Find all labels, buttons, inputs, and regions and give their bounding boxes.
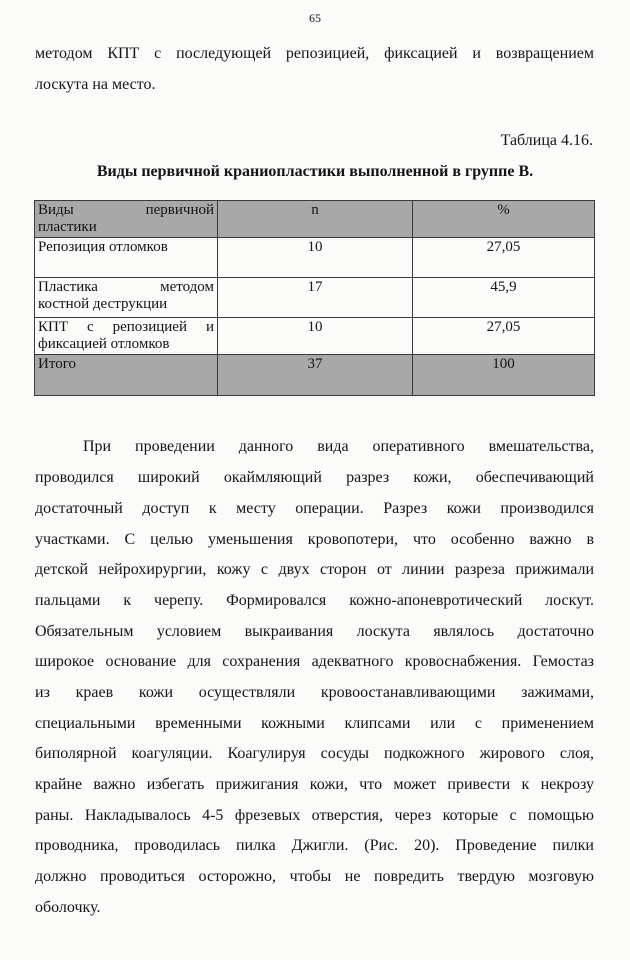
row-type-cell (35, 278, 218, 318)
row-type-line2: фиксацией отломков (38, 336, 170, 352)
body-line: детской нейрохирургии, кожу с двух сторон от линии разреза прижимали (35, 561, 594, 578)
table-total-row (35, 355, 595, 396)
body-line: Обязательным условием выкраивания лоскута являлось достаточно (35, 623, 594, 640)
body-line: широкое основание для сохранения адекватного кровоснабжения. Гемостаз (35, 653, 594, 670)
total-label-cell (35, 355, 218, 396)
body-line: специальными временными кожными клипсами или с применением (35, 715, 594, 732)
row-type-line2: костной деструкции (38, 296, 168, 312)
total-label: Итого (38, 356, 76, 372)
header-type-line2: пластики (38, 219, 97, 235)
row-pct: 45,9 (490, 279, 517, 295)
body-line: раны. Накладывалось 4-5 фрезевых отверстия, через которые с помощью (35, 807, 594, 824)
row-n: 10 (307, 239, 323, 255)
body-line: проводился широкий окаймляющий разрез кожи, обеспечивающий (35, 469, 594, 486)
row-pct-cell (413, 278, 595, 318)
header-n-cell (218, 201, 413, 238)
total-pct-cell (413, 355, 595, 396)
total-n-cell (218, 355, 413, 396)
intro-line-2: лоскута на место. (35, 76, 156, 93)
row-n: 17 (307, 279, 323, 295)
row-pct-cell (413, 318, 595, 355)
header-n: n (311, 202, 319, 218)
header-pct: % (497, 202, 510, 218)
table-row (35, 318, 595, 355)
body-line: достаточный доступ к месту операции. Разрез кожи производился (35, 500, 594, 517)
table-title: Виды первичной краниопластики выполненной в группе В. (96, 163, 534, 180)
body-line: биполярной коагуляции. Коагулируя сосуды подкожного жирового слоя, (35, 745, 594, 762)
body-line: пальцами к черепу. Формировался кожно-апоневротический лоскут. (35, 592, 594, 609)
row-n-cell (218, 318, 413, 355)
row-n-cell (218, 238, 413, 278)
table-row (35, 238, 595, 278)
total-n: 37 (307, 356, 323, 372)
body-line: проводника, проводилась пилка Джигли. (Рис. 20). Проведение пилки (35, 837, 594, 854)
table-header-row (35, 201, 595, 238)
body-line: крайне важно избегать прижигания кожи, что может привести к некрозу (35, 776, 594, 793)
row-type-cell (35, 238, 218, 278)
header-type-line1: Виды первичной (38, 202, 214, 218)
row-pct-cell (413, 238, 595, 278)
table-row (35, 278, 595, 318)
row-pct: 27,05 (486, 239, 521, 255)
page-number: 65 (309, 11, 321, 25)
body-line: должно проводиться осторожно, чтобы не повредить твердую мозговую (35, 868, 594, 885)
body-line: из краев кожи осуществляли кровоостанавливающими зажимами, (35, 684, 594, 701)
row-type-line1: КПТ с репозицией и (38, 319, 214, 335)
intro-line-1: методом КПТ с последующей репозицией, фиксацией и возвращением (35, 45, 594, 62)
row-n-cell (218, 278, 413, 318)
body-line: оболочку. (35, 899, 101, 916)
row-type-cell (35, 318, 218, 355)
row-type-line1: Пластика методом (38, 279, 214, 295)
row-pct: 27,05 (486, 319, 521, 335)
primary-cranioplasty-table (34, 200, 595, 396)
total-pct: 100 (492, 356, 515, 372)
body-line: При проведении данного вида оперативного вмешательства, (83, 438, 594, 455)
table-caption: Таблица 4.16. (500, 132, 593, 149)
row-type-line1: Репозиция отломков (38, 239, 168, 255)
header-type-cell (35, 201, 218, 238)
header-pct-cell (413, 201, 595, 238)
row-n: 10 (307, 319, 323, 335)
body-line: участками. С целью уменьшения кровопотери, что особенно важно в (35, 531, 594, 548)
